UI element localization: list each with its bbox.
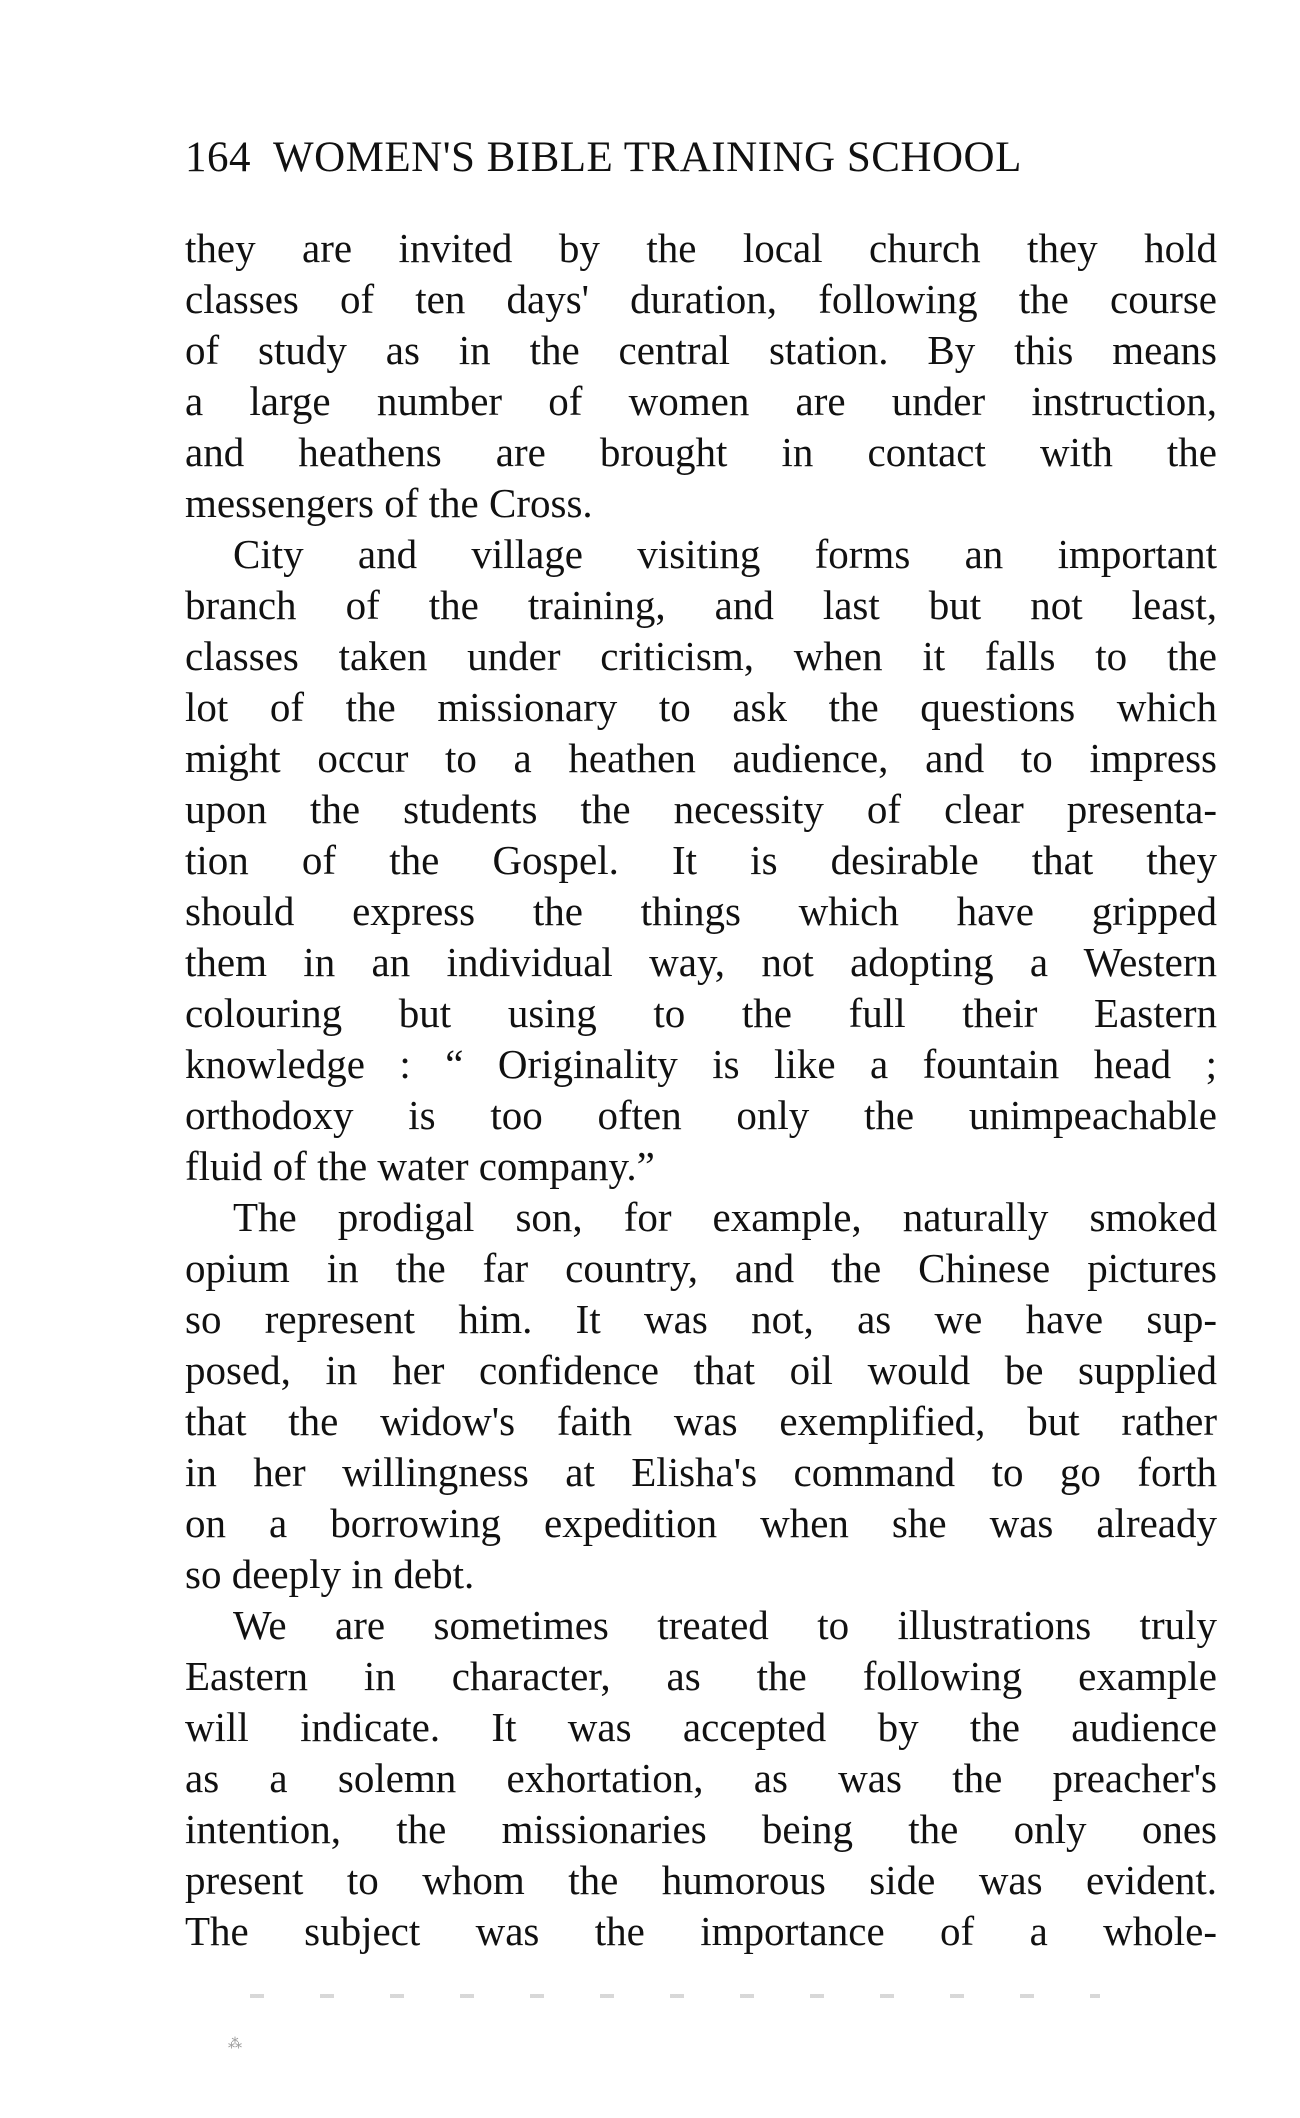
- text-line: We are sometimes treated to illustrations truly: [233, 1602, 1217, 1648]
- text-line: that the widow's faith was exemplified, but rather: [185, 1398, 1217, 1444]
- text-line: will indicate. It was accepted by the audience: [185, 1704, 1217, 1750]
- text-line: City and village visiting forms an important: [233, 531, 1217, 577]
- text-line: classes taken under criticism, when it falls to the: [185, 633, 1217, 679]
- show-through-marks: [250, 1994, 1100, 1998]
- text-line: orthodoxy is too often only the unimpeachable: [185, 1092, 1217, 1138]
- text-line: of study as in the central station. By this means: [185, 327, 1217, 373]
- paragraph: [185, 1192, 1217, 1600]
- text-line: lot of the missionary to ask the questions which: [185, 684, 1217, 730]
- text-line: present to whom the humorous side was evident.: [185, 1857, 1217, 1903]
- text-line: tion of the Gospel. It is desirable that they: [185, 837, 1217, 883]
- text-line: branch of the training, and last but not least,: [185, 582, 1217, 628]
- text-line: so represent him. It was not, as we have sup-: [185, 1296, 1217, 1342]
- text-line: them in an individual way, not adopting a Western: [185, 939, 1217, 985]
- paragraph: [185, 529, 1217, 1192]
- text-line: so deeply in debt.: [185, 1551, 475, 1597]
- page-number: 164: [185, 134, 251, 181]
- paragraph: [185, 223, 1217, 529]
- text-line: classes of ten days' duration, following the course: [185, 276, 1217, 322]
- paragraph: [185, 1600, 1217, 1957]
- text-line: should express the things which have gripped: [185, 888, 1217, 934]
- body-text: [185, 223, 1217, 1957]
- text-line: messengers of the Cross.: [185, 480, 593, 526]
- text-line: on a borrowing expedition when she was already: [185, 1500, 1217, 1546]
- text-line: in her willingness at Elisha's command to go forth: [185, 1449, 1217, 1495]
- print-specks: ⁂: [228, 2037, 244, 2052]
- text-line: knowledge : “ Originality is like a fountain head ;: [185, 1041, 1217, 1087]
- text-line: posed, in her confidence that oil would be supplied: [185, 1347, 1217, 1393]
- text-line: they are invited by the local church they hold: [185, 225, 1217, 271]
- running-title: WOMEN'S BIBLE TRAINING SCHOOL: [273, 134, 1022, 181]
- text-line: The subject was the importance of a whole-: [185, 1908, 1217, 1954]
- text-line: upon the students the necessity of clear presenta-: [185, 786, 1217, 832]
- text-line: fluid of the water company.”: [185, 1143, 655, 1189]
- running-head: [185, 130, 1215, 186]
- text-line: intention, the missionaries being the only ones: [185, 1806, 1217, 1852]
- text-line: as a solemn exhortation, as was the preacher's: [185, 1755, 1217, 1801]
- text-line: might occur to a heathen audience, and to impress: [185, 735, 1217, 781]
- text-line: and heathens are brought in contact with the: [185, 429, 1217, 475]
- text-line: The prodigal son, for example, naturally smoked: [233, 1194, 1217, 1240]
- text-line: a large number of women are under instruction,: [185, 378, 1217, 424]
- text-line: Eastern in character, as the following example: [185, 1653, 1217, 1699]
- text-line: colouring but using to the full their Eastern: [185, 990, 1217, 1036]
- text-line: opium in the far country, and the Chinese pictures: [185, 1245, 1217, 1291]
